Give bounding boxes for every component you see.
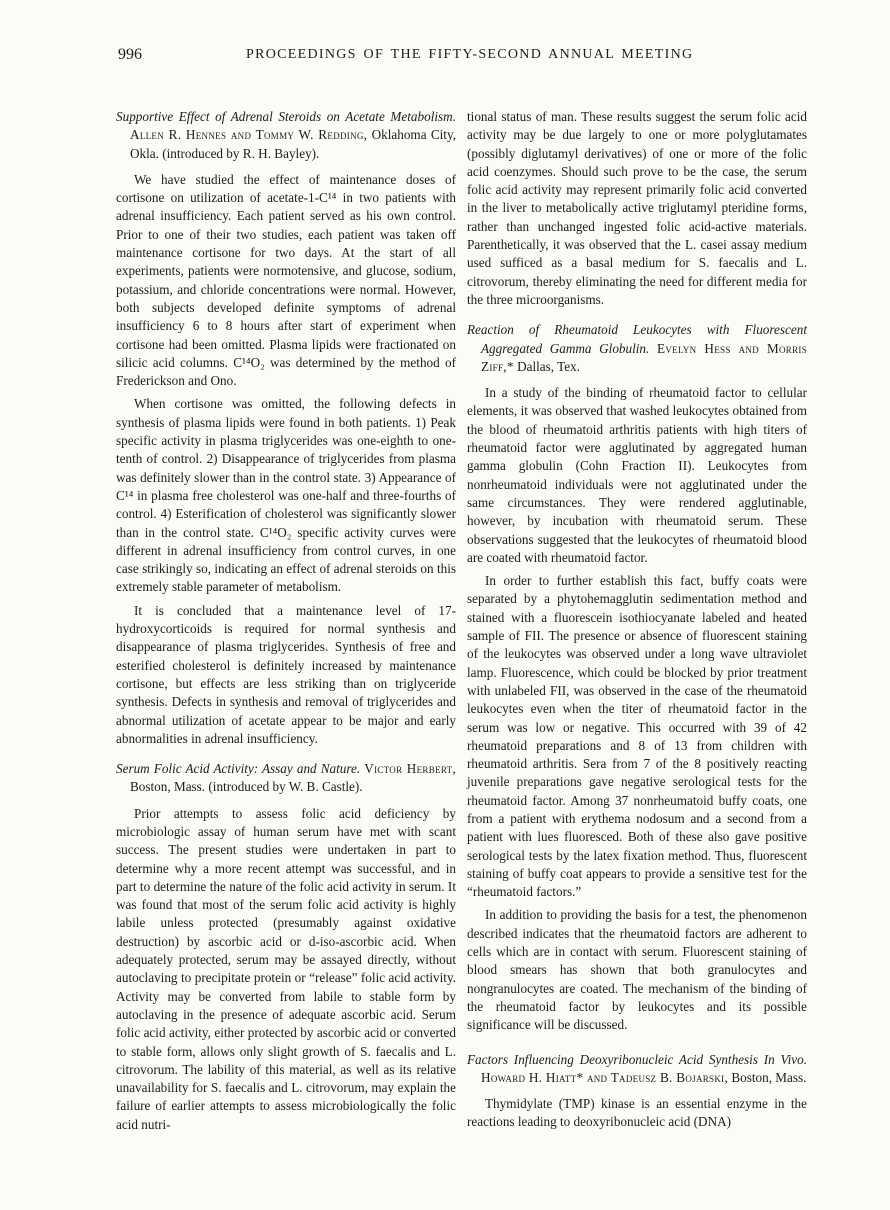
abstract-title: Supportive Effect of Adrenal Steroids on Acetate Metabolism. <box>116 109 456 124</box>
abstract-title: Serum Folic Acid Activity: Assay and Nature. <box>116 761 361 777</box>
paragraph: We have studied the effect of maintenance doses of cortisone on utilization of acetate-1-C¹⁴ in two patients with adrenal insufficiency. Each patient served as his own control. Prior to one of their two studies, each patient was taken off maintenance cortisone for two days. At the start of all experiments, patients were normotensive, and glucose, sodium, potassium, and chloride concentrations were normal. However, both subjects developed definite symptoms of adrenal insufficiency 6 to 8 hours after start of experiment when cortisone had been omitted. Plasma lipids were fractionated on silicic acid columns. C¹⁴O₂ was determined by the method of Frederickson and Ono. <box>116 171 456 389</box>
abstract-heading <box>116 760 456 797</box>
abstract-affiliation: Boston, Mass. <box>731 1069 807 1085</box>
page-header <box>118 46 830 70</box>
abstract-heading <box>467 1051 807 1088</box>
paragraph: Thymidylate (TMP) kinase is an essential enzyme in the reactions leading to deoxyribonucleic acid (DNA) <box>467 1096 807 1130</box>
paragraph: In a study of the binding of rheumatoid factor to cellular elements, it was observed that washed leukocytes obtained from the blood of rheumatoid arthritis patients with high titers of rheumatoid factor were agglutinated by aggregated human gamma globulin (Cohn Fraction II). Leukocytes from nonrheumatoid individuals were not agglutinated under the same circumstances. They were rendered agglutinable, however, by incubation with rheumatoid serum. These observations suggested that the leukocytes of rheumatoid blood are coated with rheumatoid factor. <box>467 385 807 565</box>
abstract-title: Factors Influencing Deoxyribonucleic Acid Synthesis In Vivo. <box>467 1051 807 1067</box>
abstract-authors: Allen R. Hennes and Tommy W. Redding, <box>130 127 368 143</box>
paragraph: It is concluded that a maintenance level of 17-hydroxycorticoids is required for normal synthesis and disappearance of plasma triglycerides. Synthesis of free and esterified cholesterol is definitely increased by maintenance cortisone, but effects are less striking than on triglyceride synthesis. Defects in synthesis and removal of triglycerides and abnormal utilization of acetate appear to be major and early abnormalities in adrenal insufficiency. <box>116 602 456 746</box>
paragraph-continued: tional status of man. These results suggest the serum folic acid activity may be due largely to one or more polyglutamates (possibly diglutamyl derivatives) of one or more of the folic acid coenzymes. Should such prove to be the case, the serum folic acid activity may represent primarily folic acid converted in the liver to metabolically active triglutamyl pteridine forms, rather than unchanged ingested folic acid-active materials. Parenthetically, it was observed that the L. casei assay medium used sufficed as a basal medium for S. faecalis and L. citrovorum, thereby eliminating the need for different media for the three microorganisms. <box>467 109 807 307</box>
abstract-affiliation: Oklahoma City, Okla. (introduced by R. H. Bayley). <box>130 127 457 161</box>
paragraph: When cortisone was omitted, the following defects in synthesis of plasma lipids were found in both patients. 1) Peak specific activity in plasma triglycerides was one-eighth to one-tenth of control. 2) Disappearance of triglycerides from plasma was definitely slower than in the control state. 3) Appearance of C¹⁴ in plasma free cholesterol was one-half and three-fourths of control. 4) Esterification of cholesterol was significantly slower than in the control state. C¹⁴O₂ specific activity curves were different in adrenal insufficiency from control curves, in one case strikingly so, indicating an effect of adrenal steroids on this extremely stable parameter of metabolism. <box>116 396 456 595</box>
abstract-affiliation: Dallas, Tex. <box>517 358 580 374</box>
left-column <box>116 108 456 1139</box>
abstract-authors: Howard H. Hiatt* and Tadeusz B. Bojarski, <box>481 1069 729 1085</box>
abstract-authors: Victor Herbert, <box>364 761 456 777</box>
paragraph: Prior attempts to assess folic acid deficiency by microbiologic assay of human serum have met with scant success. The present studies were undertaken in part to determine why a more recent attempt was successful, and in part to determine the nature of the folic acid activity in serum. It was found that most of the serum folic acid activity is highly labile unless protected (presumably against oxidative destruction) by ascorbic acid or d-iso-ascorbic acid. When adequately protected, serum may be assayed directly, without autoclaving to precipitate protein or “release” folic acid activity. Activity may be converted from labile to stable form by autoclaving in the presence of adequate ascorbic acid. Serum folic acid activity, either protected by ascorbic acid or converted to stable form, allows only slight growth of S. faecalis and L. citrovorum. The lability of this material, as well as its relative unavailability for S. faecalis and L. citrovorum, may explain the failure of earlier attempts to assess microbiologically the folic acid nutri- <box>116 805 456 1132</box>
paragraph: In order to further establish this fact, buffy coats were separated by a phytohemagglutin sedimentation method and stained with a fluorescein isothiocyanate labeled and heated sample of FII. The presence or absence of fluorescent staining of the leukocytes was observed under a long wave ultraviolet lamp. Fluorescence, which could be blocked by prior treatment with unlabeled FII, was observed in the case of the rheumatoid leukocytes even when the titer of rheumatoid factor in the serum was low or negative. This occurred with 39 of 42 rheumatoid preparations and 8 of 13 from children with rheumatoid arthritis. Sera from 7 of the 8 positively reacting juvenile preparations gave negative serological tests for the rheumatoid factor. Among 37 nonrheumatoid buffy coats, one from a patient with erythema nodosum and a second from a patient with lues fluoresced. Both of these also gave positive serological tests by the latex fixation method. Thus, fluorescent staining of buffy coat appears to provide a sensitive test for the “rheumatoid factors.” <box>467 573 807 900</box>
running-title: PROCEEDINGS OF THE FIFTY-SECOND ANNUAL MEETING <box>246 47 694 62</box>
abstract-authors: Evelyn Hess and Morris Ziff,* <box>481 340 808 374</box>
abstract-heading <box>116 108 456 163</box>
right-column <box>467 108 807 1137</box>
page-number: 996 <box>118 46 142 63</box>
abstract-affiliation: Boston, Mass. (introduced by W. B. Castle). <box>130 779 363 795</box>
paragraph: In addition to providing the basis for a test, the phenomenon described indicates that the rheumatoid factors are adherent to cells which are in contact with serum. Fluorescent staining of blood smears has shown that both granulocytes and nongranulocytes are coated. The mechanism of the binding of the rheumatoid factor by leukocytes and its possible significance will be discussed. <box>467 907 807 1033</box>
abstract-title: Reaction of Rheumatoid Leukocytes with Fluorescent Aggregated Gamma Globulin. <box>467 322 807 356</box>
abstract-heading <box>467 321 807 376</box>
